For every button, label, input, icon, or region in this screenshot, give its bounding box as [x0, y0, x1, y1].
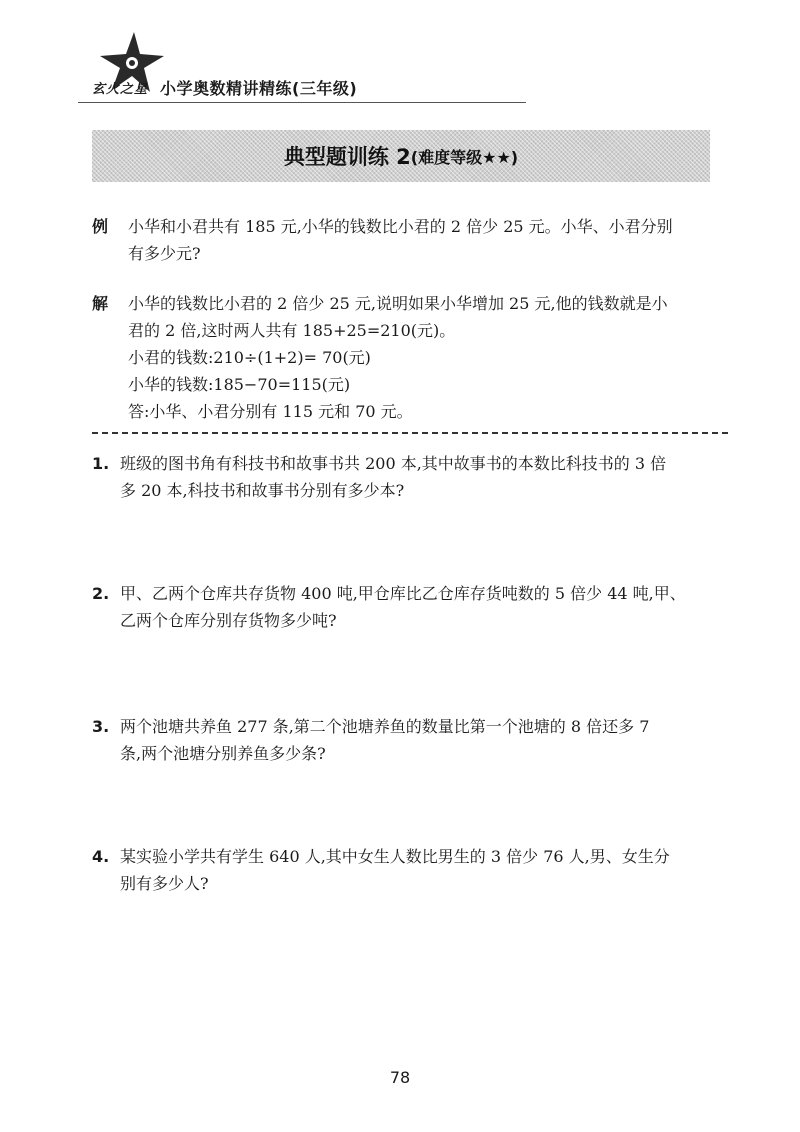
problem-line: 甲、乙两个仓库共存货物 400 吨,甲仓库比乙仓库存货吨数的 5 倍少 44 吨,甲、 — [120, 584, 686, 603]
problem-line: 班级的图书角有科技书和故事书共 200 本,其中故事书的本数比科技书的 3 倍 — [120, 454, 667, 473]
problem-3 — [92, 713, 732, 767]
problem-number: 3. — [92, 717, 110, 736]
solution-block — [92, 290, 732, 425]
problem-1 — [92, 450, 732, 504]
problem-line: 别有多少人? — [120, 874, 209, 893]
example-line: 有多少元? — [128, 244, 201, 263]
problem-line: 条,两个池塘分别养鱼多少条? — [120, 744, 326, 763]
example-tag: 例 — [92, 217, 109, 236]
example-block — [92, 213, 732, 267]
problem-4 — [92, 843, 732, 897]
solution-line: 小华的钱数:185−70=115(元) — [128, 375, 351, 394]
brand-name: 玄火之星 — [92, 82, 149, 97]
header-divider — [78, 102, 526, 103]
section-banner — [92, 130, 710, 182]
solution-line: 君的 2 倍,这时两人共有 185+25=210(元)。 — [128, 321, 456, 340]
solution-line: 小华的钱数比小君的 2 倍少 25 元,说明如果小华增加 25 元,他的钱数就是小 — [128, 294, 668, 313]
dashed-divider — [92, 432, 728, 434]
problem-line: 多 20 本,科技书和故事书分别有多少本? — [120, 481, 405, 500]
problem-line: 乙两个仓库分别存货物多少吨? — [120, 611, 337, 630]
solution-line: 小君的钱数:210÷(1+2)= 70(元) — [128, 348, 371, 367]
page-header — [78, 30, 538, 108]
difficulty-label: (难度等级★★) — [410, 147, 519, 167]
problem-number: 2. — [92, 584, 110, 603]
problem-number: 1. — [92, 454, 110, 473]
book-title: 小学奥数精讲精练(三年级) — [160, 79, 358, 98]
solution-tag: 解 — [92, 294, 109, 313]
problem-2 — [92, 580, 732, 634]
section-title: 典型题训练 2 — [283, 145, 411, 169]
example-line: 小华和小君共有 185 元,小华的钱数比小君的 2 倍少 25 元。小华、小君分别 — [128, 217, 673, 236]
page-number: 78 — [389, 1068, 411, 1087]
problem-number: 4. — [92, 847, 110, 866]
problem-line: 两个池塘共养鱼 277 条,第二个池塘养鱼的数量比第一个池塘的 8 倍还多 7 — [120, 717, 650, 736]
answer-line: 答:小华、小君分别有 115 元和 70 元。 — [128, 402, 413, 421]
problem-line: 某实验小学共有学生 640 人,其中女生人数比男生的 3 倍少 76 人,男、女生分 — [120, 847, 670, 866]
